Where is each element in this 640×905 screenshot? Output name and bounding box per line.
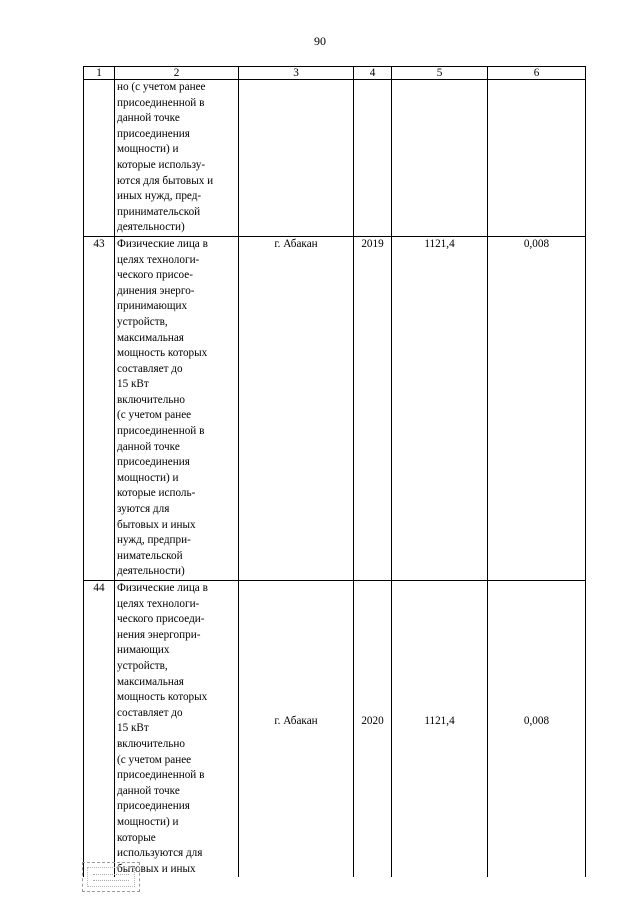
column-header: 6 bbox=[488, 67, 586, 80]
city-cell: г. Абакан bbox=[239, 236, 354, 580]
rate-cell: 0,008 bbox=[488, 236, 586, 580]
year-cell bbox=[354, 581, 392, 878]
value-text: 1121,4 bbox=[424, 715, 455, 727]
row-number-cell bbox=[84, 80, 115, 237]
row-number-cell: 43 bbox=[84, 236, 115, 580]
city-cell bbox=[239, 80, 354, 237]
description-text: Физические лица в целях технологи- ческого присое- динения энерго- принимающих устройств, максимальная мощность которых составляет до 15 кВт включительно (с учетом ранее присоединенной в данной точке присоединения мощности) и которые исполь- зуются для бытовых и иных нужд, предпри- нимательской деятельности) bbox=[117, 237, 208, 578]
table-row bbox=[84, 581, 586, 878]
rate-cell bbox=[488, 80, 586, 237]
column-header: 2 bbox=[115, 67, 239, 80]
rate-text: 0,008 bbox=[523, 715, 550, 727]
description-text: но (с учетом ранее присоединенной в данной точке присоединения мощности) и которые использу- ются для бытовых и иных нужд, пред- принимательской деятельности) bbox=[117, 81, 214, 234]
year-cell bbox=[354, 80, 392, 237]
city-cell bbox=[239, 581, 354, 878]
description-cell bbox=[115, 581, 239, 878]
year-text: 2020 bbox=[361, 715, 384, 727]
column-header: 5 bbox=[392, 67, 488, 80]
column-header: 4 bbox=[354, 67, 392, 80]
table-header-row bbox=[84, 67, 586, 80]
value-cell bbox=[392, 581, 488, 878]
tariff-table bbox=[83, 66, 586, 877]
value-cell: 1121,4 bbox=[392, 236, 488, 580]
page-number: 90 bbox=[314, 34, 326, 48]
city-text: г. Абакан bbox=[274, 715, 318, 727]
document-stamp bbox=[82, 862, 140, 892]
description-text: Физические лица в целях технологи- ческого присоеди- нения энергопри- нимающих устройств, максимальная мощность которых составляет до 15 кВт включительно (с учетом ранее присоединенной в данной точке присоединения мощности) и которые используются для бытовых и иных bbox=[117, 582, 208, 875]
column-header: 3 bbox=[239, 67, 354, 80]
row-number-cell: 44 bbox=[84, 581, 115, 878]
rate-cell bbox=[488, 581, 586, 878]
value-cell bbox=[392, 80, 488, 237]
description-cell bbox=[115, 80, 239, 237]
column-header: 1 bbox=[84, 67, 115, 80]
table-row bbox=[84, 236, 586, 580]
description-cell bbox=[115, 236, 239, 580]
table-row-continuation bbox=[84, 80, 586, 237]
year-cell: 2019 bbox=[354, 236, 392, 580]
